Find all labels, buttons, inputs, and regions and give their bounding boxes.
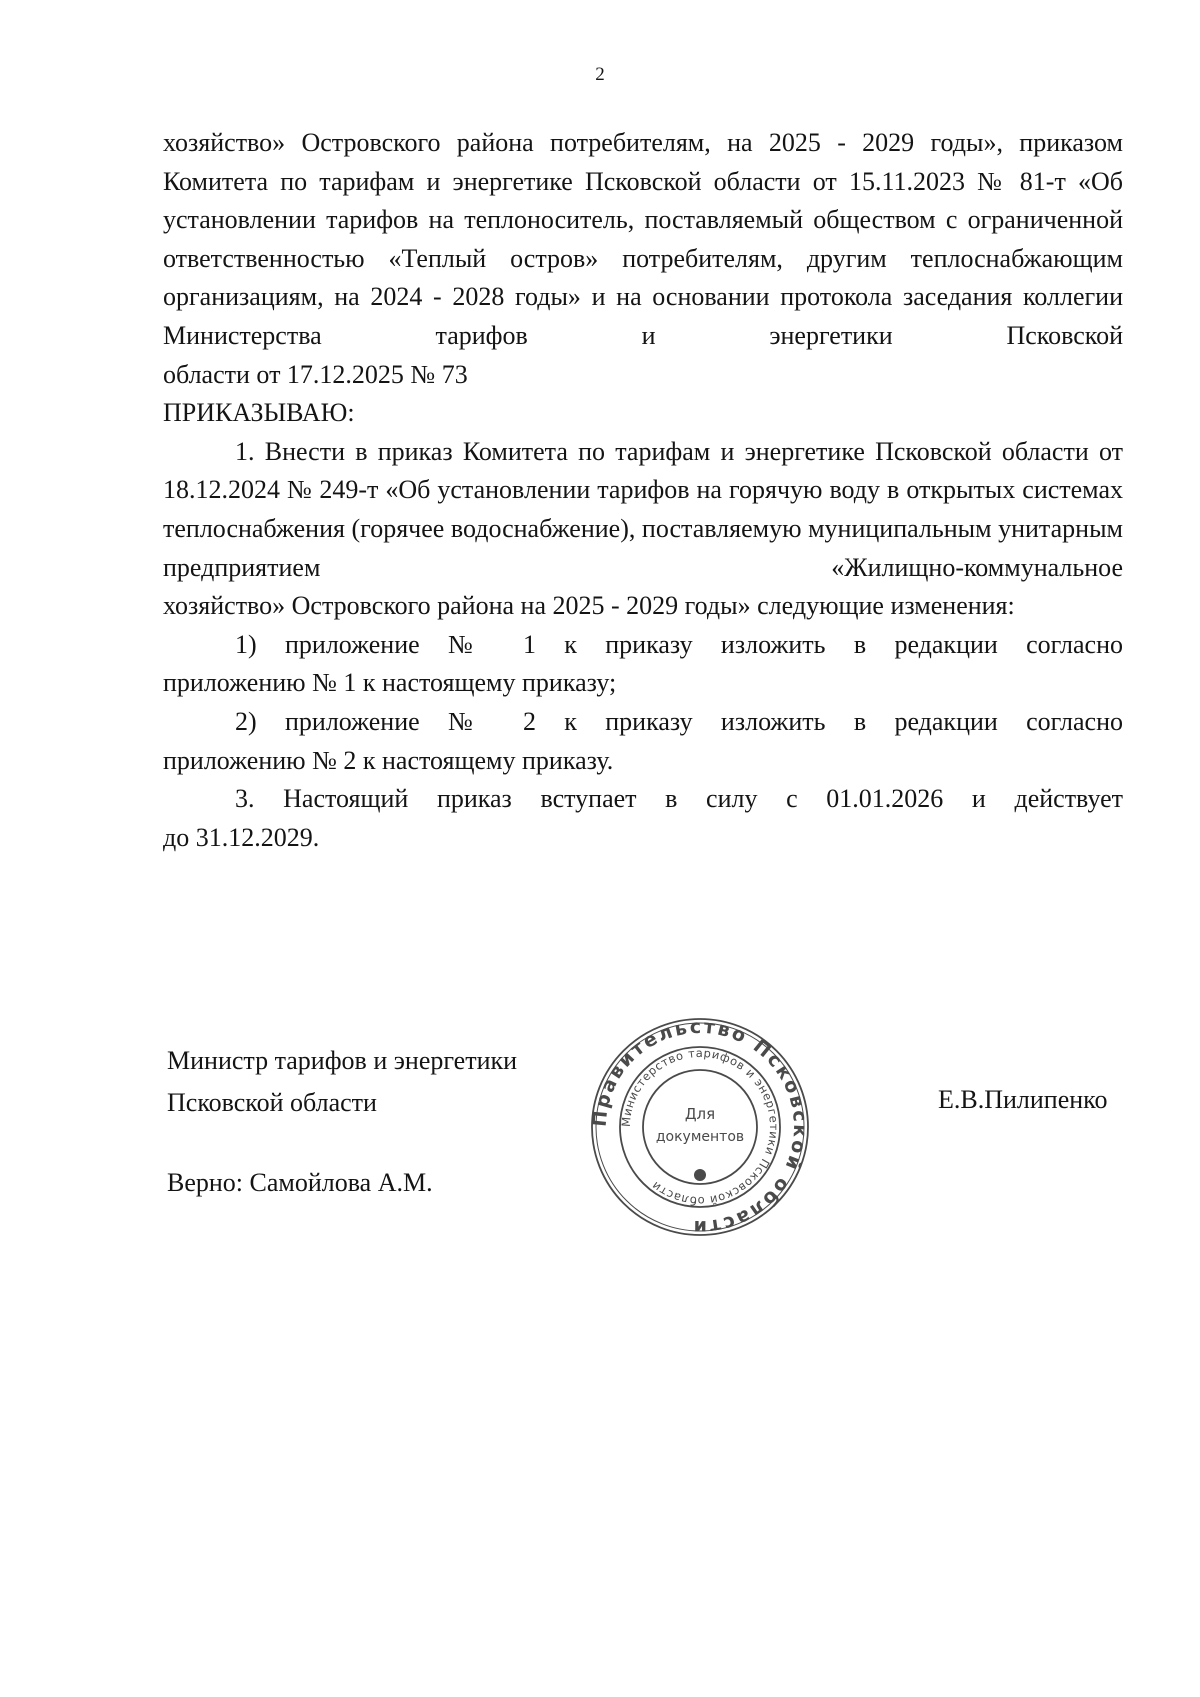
subitem-2-end: приложению № 2 к настоящему приказу. xyxy=(163,745,614,775)
certified-copy-note: Верно: Самойлова А.М. xyxy=(167,1168,433,1197)
subitem-1: 1) приложение № 1 к приказу изложить в редакции согласно xyxy=(235,629,1123,659)
stamp-center-line-1: Для xyxy=(684,1105,716,1123)
stamp-outer-text: Правительство Псковской области xyxy=(588,1015,812,1239)
signatory-position-line-1: Министр тарифов и энергетики xyxy=(167,1046,518,1075)
stamp-emblem-icon xyxy=(694,1169,706,1181)
signatory-position-line-2: Псковской области xyxy=(167,1088,377,1117)
subitem-2: 2) приложение № 2 к приказу изложить в редакции согласно xyxy=(235,706,1123,736)
stamp-inner-text: Министерство тарифов и энергетики Псковской области xyxy=(618,1045,782,1209)
stamp-center-line-2: документов xyxy=(655,1129,745,1145)
page-number: 2 xyxy=(595,64,605,85)
item-3: 3. Настоящий приказ вступает в силу с 01.01.2026 и действует xyxy=(235,784,1123,814)
intro-paragraph: хозяйство» Островского района потребителям, на 2025 - 2029 годы», приказом Комитета по тарифам и энергетике Псковской области от 15.11.2023 № 81-т «Об установлении тарифов на теплоноситель, поставляемый обществом с ограниченной ответственностью «Теплый остров» потребителям, другим теплоснабжающим организациям, на 2024 - 2028 годы» и на основании протокола заседания коллегии Министерства тарифов и энергетики Псковской xyxy=(163,128,1123,350)
official-stamp xyxy=(588,1015,812,1239)
signatory-name: Е.В.Пилипенко xyxy=(938,1085,1108,1114)
intro-paragraph-end: области от 17.12.2025 № 73 xyxy=(163,359,468,389)
item-3-end: до 31.12.2029. xyxy=(163,822,320,852)
stamp-inner-ring xyxy=(643,1070,757,1184)
order-word: ПРИКАЗЫВАЮ: xyxy=(163,398,355,428)
subitem-1-end: приложению № 1 к настоящему приказу; xyxy=(163,668,617,698)
item-1-end: хозяйство» Островского района на 2025 - 2029 годы» следующие изменения: xyxy=(163,591,1015,621)
item-1: 1. Внести в приказ Комитета по тарифам и энергетике Псковской области от 18.12.2024 № 249-т «Об установлении тарифов на горячую воду в открытых системах теплоснабжения (горячее водоснабжение), поставляемую муниципальным унитарным предприятием «Жилищно-коммунальное xyxy=(163,436,1123,582)
document-body xyxy=(163,124,1123,857)
